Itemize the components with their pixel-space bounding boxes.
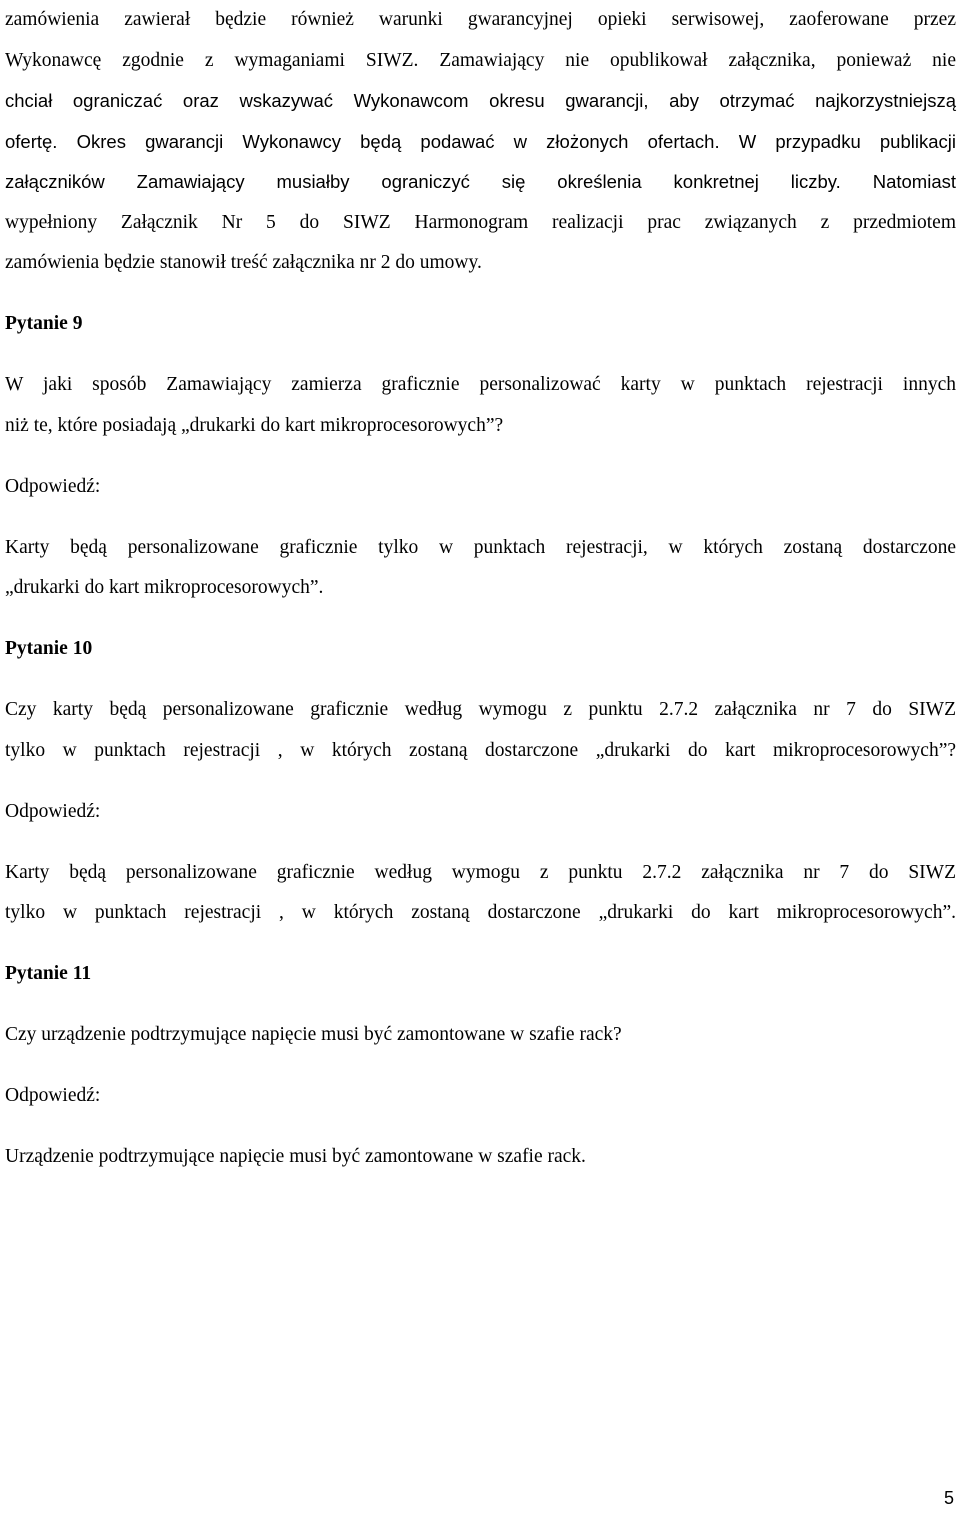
question-heading: Pytanie 11 <box>5 963 92 984</box>
intro-line: chciał ograniczać oraz wskazywać Wykonawcom okresu gwarancji, aby otrzymać najkorzystniejszą <box>5 90 956 111</box>
answer-text <box>5 528 956 609</box>
intro-line: Wykonawcę zgodnie z wymaganiami SIWZ. Zamawiający nie opublikował załącznika, ponieważ nie <box>5 49 956 71</box>
intro-line: załączników Zamawiający musiałby ograniczyć się określenia konkretnej liczby. Natomiast <box>5 171 956 192</box>
answer-line: „drukarki do kart mikroprocesorowych”. <box>5 577 324 598</box>
intro-line: zamówienia zawierał będzie również warunki gwarancyjnej opieki serwisowej, zaoferowane przez <box>5 9 956 30</box>
question-text <box>5 1015 956 1056</box>
answer-line: tylko w punktach rejestracji , w których zostaną dostarczone „drukarki do kart mikroprocesorowych”. <box>5 902 956 923</box>
intro-line: wypełniony Załącznik Nr 5 do SIWZ Harmonogram realizacji prac związanych z przedmiotem <box>5 211 956 233</box>
document-page <box>5 0 956 1178</box>
question-heading: Pytanie 10 <box>5 638 93 659</box>
question-line: W jaki sposób Zamawiający zamierza graficznie personalizować karty w punktach rejestracji innych <box>5 374 956 395</box>
question-line: Czy karty będą personalizowane graficznie według wymogu z punktu 2.7.2 załącznika nr 7 do SIWZ <box>5 699 956 720</box>
question-line: niż te, które posiadają „drukarki do kart mikroprocesorowych”? <box>5 414 504 436</box>
question-line: Czy urządzenie podtrzymujące napięcie musi być zamontowane w szafie rack? <box>5 1024 622 1045</box>
answer-line: Karty będą personalizowane graficznie według wymogu z punktu 2.7.2 załącznika nr 7 do SIWZ <box>5 861 956 883</box>
answer-label: Odpowiedź: <box>5 800 101 822</box>
answer-label: Odpowiedź: <box>5 475 101 497</box>
question-text <box>5 365 956 446</box>
intro-paragraph <box>5 0 956 284</box>
answer-text <box>5 853 956 934</box>
answer-line: Karty będą personalizowane graficznie tylko w punktach rejestracji, w których zostaną dostarczone <box>5 536 956 558</box>
question-text <box>5 690 956 771</box>
question-line: tylko w punktach rejestracji , w których zostaną dostarczone „drukarki do kart mikroprocesorowych”? <box>5 739 956 761</box>
answer-label: Odpowiedź: <box>5 1085 101 1106</box>
intro-line: ofertę. Okres gwarancji Wykonawcy będą podawać w złożonych ofertach. W przypadku publikacji <box>5 130 956 152</box>
answer-line: Urządzenie podtrzymujące napięcie musi być zamontowane w szafie rack. <box>5 1146 586 1167</box>
intro-line: zamówienia będzie stanowił treść załącznika nr 2 do umowy. <box>5 252 482 273</box>
page-number: 5 <box>943 1488 954 1508</box>
answer-text <box>5 1137 956 1178</box>
question-heading: Pytanie 9 <box>5 313 83 334</box>
